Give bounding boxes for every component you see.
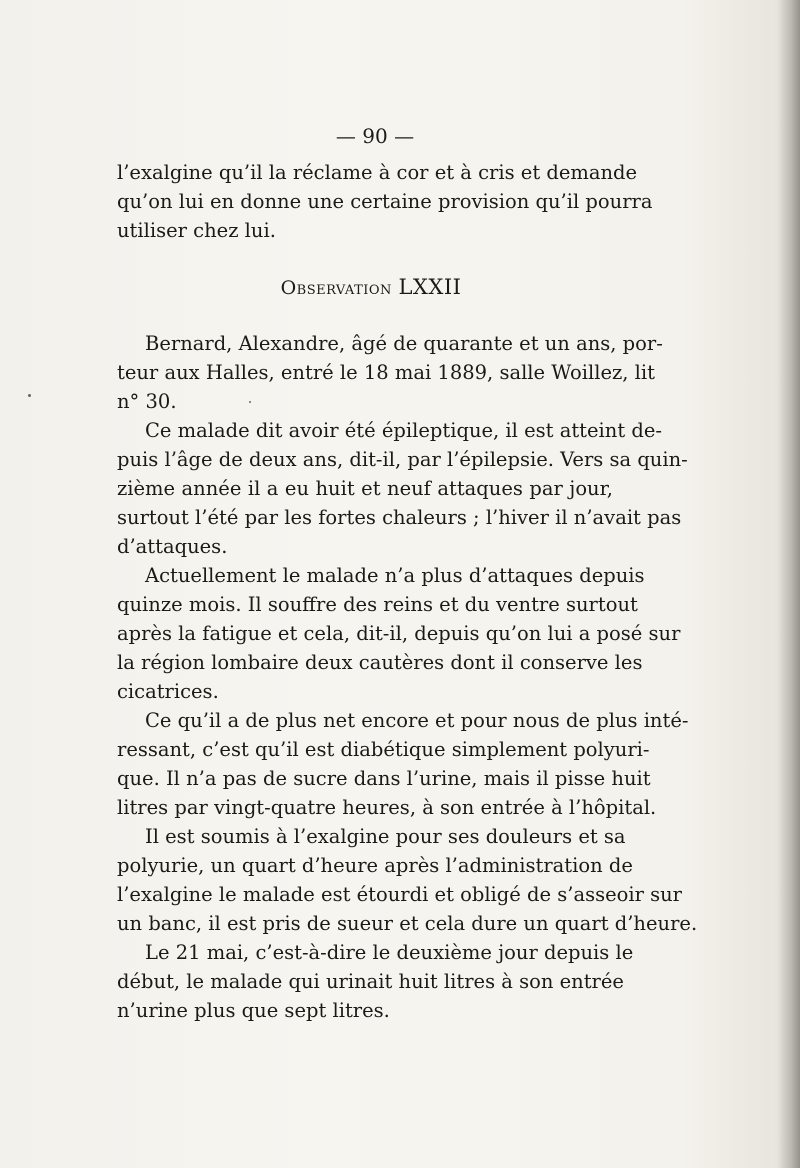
text-line: Le 21 mai, c’est-à-dire le deuxième jour depuis le (145, 941, 634, 964)
text-line: début, le malade qui urinait huit litres à son entrée (117, 970, 624, 993)
text-line: n’urine plus que sept litres. (117, 999, 390, 1022)
paragraph (117, 706, 689, 822)
intro-paragraph (117, 158, 653, 245)
text-line: que. Il n’a pas de sucre dans l’urine, mais il pisse huit (117, 767, 651, 790)
text-line: cicatrices. (117, 680, 219, 703)
text-line: Actuellement le malade n’a plus d’attaques depuis (145, 564, 645, 587)
page-number: — 90 — (335, 124, 415, 148)
paragraph (117, 822, 698, 938)
text-line: puis l’âge de deux ans, dit-il, par l’épilepsie. Vers sa quin- (117, 448, 688, 471)
text-line: d’attaques. (117, 535, 228, 558)
paragraph (117, 416, 688, 561)
heading-numeral: LXXII (398, 275, 462, 299)
text-line: polyurie, un quart d’heure après l’administration de (117, 854, 633, 877)
text-line: teur aux Halles, entré le 18 mai 1889, salle Woillez, lit (117, 361, 655, 384)
text-line: Bernard, Alexandre, âgé de quarante et un ans, por- (145, 332, 663, 355)
paragraph (117, 561, 681, 706)
text-line: utiliser chez lui. (117, 219, 276, 242)
text-line: n° 30. (117, 390, 177, 413)
text-line: litres par vingt-quatre heures, à son entrée à l’hôpital. (117, 796, 657, 819)
text-line: surtout l’été par les fortes chaleurs ; l’hiver il n’avait pas (117, 506, 682, 529)
heading-label: Observation (280, 277, 392, 299)
text-line: Ce malade dit avoir été épileptique, il est atteint de- (145, 419, 662, 442)
page-edge-shadow (778, 0, 800, 1168)
text-line: ressant, c’est qu’il est diabétique simplement polyuri- (117, 738, 650, 761)
text-line: la région lombaire deux cautères dont il conserve les (117, 651, 643, 674)
text-line: l’exalgine le malade est étourdi et obligé de s’asseoir sur (117, 883, 683, 906)
text-line: l’exalgine qu’il la réclame à cor et à cris et demande (117, 161, 638, 184)
paper-speck (28, 394, 31, 397)
observation-heading (117, 273, 613, 301)
text-line: après la fatigue et cela, dit-il, depuis qu’on lui a posé sur (117, 622, 681, 645)
text-line: quinze mois. Il souffre des reins et du ventre surtout (117, 593, 638, 616)
text-line: un banc, il est pris de sueur et cela dure un quart d’heure. (117, 912, 698, 935)
text-line: Ce qu’il a de plus net encore et pour nous de plus inté- (145, 709, 689, 732)
text-line: qu’on lui en donne une certaine provision qu’il pourra (117, 190, 653, 213)
page-text (117, 122, 698, 1025)
paragraph (117, 329, 663, 416)
text-line: zième année il a eu huit et neuf attaques par jour, (117, 477, 613, 500)
paragraph (117, 938, 634, 1025)
text-line: Il est soumis à l’exalgine pour ses douleurs et sa (145, 825, 626, 848)
